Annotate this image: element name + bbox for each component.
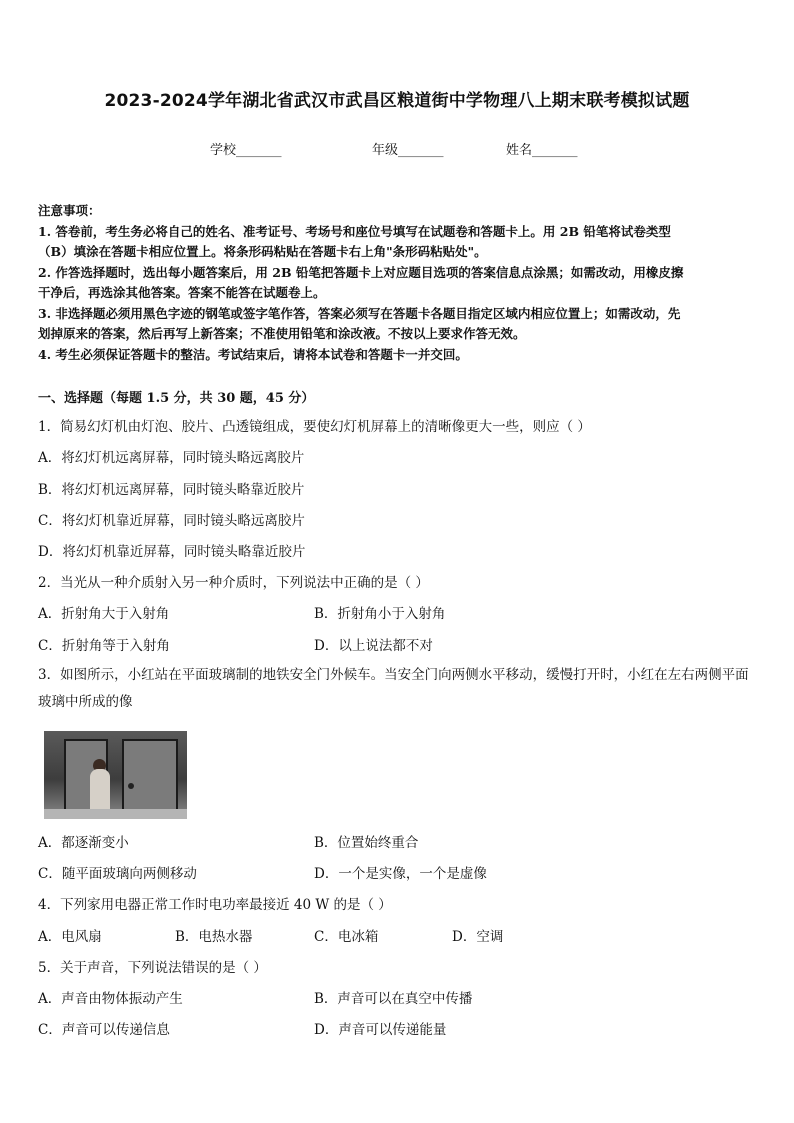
question-2-option-c[interactable]: C．折射角等于入射角 [38, 638, 170, 654]
platform-floor [44, 809, 187, 819]
grade-field[interactable]: 年级_______ [372, 143, 444, 158]
question-2-stem: 2．当光从一种介质射入另一种介质时，下列说法中正确的是（ ） [38, 575, 429, 591]
notice-heading: 注意事项： [38, 203, 101, 218]
question-1-option-d[interactable]: D．将幻灯机靠近屏幕，同时镜头略靠近胶片 [38, 544, 306, 560]
notice-line-1b: （B）填涂在答题卡相应位置上。将条形码粘贴在答题卡右上角"条形码粘贴处"。 [38, 244, 487, 259]
section-heading: 一、选择题（每题 1.5 分，共 30 题，45 分） [38, 391, 315, 406]
question-3-option-a[interactable]: A．都逐渐变小 [38, 835, 129, 851]
question-1-option-b[interactable]: B．将幻灯机远离屏幕，同时镜头略靠近胶片 [38, 482, 305, 498]
notice-line-2b: 干净后，再选涂其他答案。答案不能答在试题卷上。 [38, 285, 326, 300]
notice-line-3b: 划掉原来的答案，然后再写上新答案；不准使用铅笔和涂改液。不按以上要求作答无效。 [38, 326, 526, 341]
question-1-stem: 1．简易幻灯机由灯泡、胶片、凸透镜组成，要使幻灯机屏幕上的清晰像更大一些，则应（ ） [38, 419, 591, 435]
subway-safety-door-photo [44, 731, 187, 819]
question-2-option-b[interactable]: B．折射角小于入射角 [314, 606, 446, 622]
question-1-option-c[interactable]: C．将幻灯机靠近屏幕，同时镜头略远离胶片 [38, 513, 305, 529]
notice-line-1a: 1. 答卷前，考生务必将自己的姓名、准考证号、考场号和座位号填写在试题卷和答题卡上。用 2B 铅笔将试卷类型 [38, 223, 671, 239]
question-3-option-c[interactable]: C．随平面玻璃向两侧移动 [38, 866, 197, 882]
school-field[interactable]: 学校_______ [210, 143, 282, 158]
notice-line-3a: 3. 非选择题必须用黑色字迹的钢笔或签字笔作答，答案必须写在答题卡各题目指定区域内相应位置上；如需改动，先 [38, 305, 681, 321]
notice-line-4: 4. 考生必须保证答题卡的整洁。考试结束后，请将本试卷和答题卡一并交回。 [38, 346, 468, 362]
exam-title: 2023-2024学年湖北省武汉市武昌区粮道街中学物理八上期末联考模拟试题 [104, 91, 690, 111]
question-2-option-a[interactable]: A．折射角大于入射角 [38, 606, 170, 622]
question-5-option-b[interactable]: B．声音可以在真空中传播 [314, 991, 473, 1007]
question-1-option-a[interactable]: A．将幻灯机远离屏幕，同时镜头略远离胶片 [38, 450, 305, 466]
question-2-option-d[interactable]: D．以上说法都不对 [314, 638, 433, 654]
question-5-option-d[interactable]: D．声音可以传递能量 [314, 1022, 447, 1038]
question-3-stem: 3．如图所示，小红站在平面玻璃制的地铁安全门外候车。当安全门向两侧水平移动，缓慢打开时，小红在左右两侧平面玻璃中所成的像 [38, 667, 749, 710]
question-4-option-d[interactable]: D．空调 [452, 929, 504, 945]
question-3-option-b[interactable]: B．位置始终重合 [314, 835, 419, 851]
name-field[interactable]: 姓名_______ [506, 143, 578, 158]
question-5-option-c[interactable]: C．声音可以传递信息 [38, 1022, 170, 1038]
question-4-option-a[interactable]: A．电风扇 [38, 929, 102, 945]
question-5-stem: 5．关于声音，下列说法错误的是（ ） [38, 960, 267, 976]
question-4-option-c[interactable]: C．电冰箱 [314, 929, 379, 945]
question-4-option-b[interactable]: B．电热水器 [175, 929, 253, 945]
question-5-option-a[interactable]: A．声音由物体振动产生 [38, 991, 183, 1007]
notice-line-2a: 2. 作答选择题时，选出每小题答案后，用 2B 铅笔把答题卡上对应题目选项的答案信息点涂黑；如需改动，用橡皮擦 [38, 264, 684, 280]
right-glass-door [122, 739, 178, 819]
notice-block [38, 201, 758, 365]
question-3-option-d[interactable]: D．一个是实像，一个是虚像 [314, 866, 487, 882]
question-4-stem: 4．下列家用电器正常工作时电功率最接近 40 W 的是（ ） [38, 897, 392, 913]
